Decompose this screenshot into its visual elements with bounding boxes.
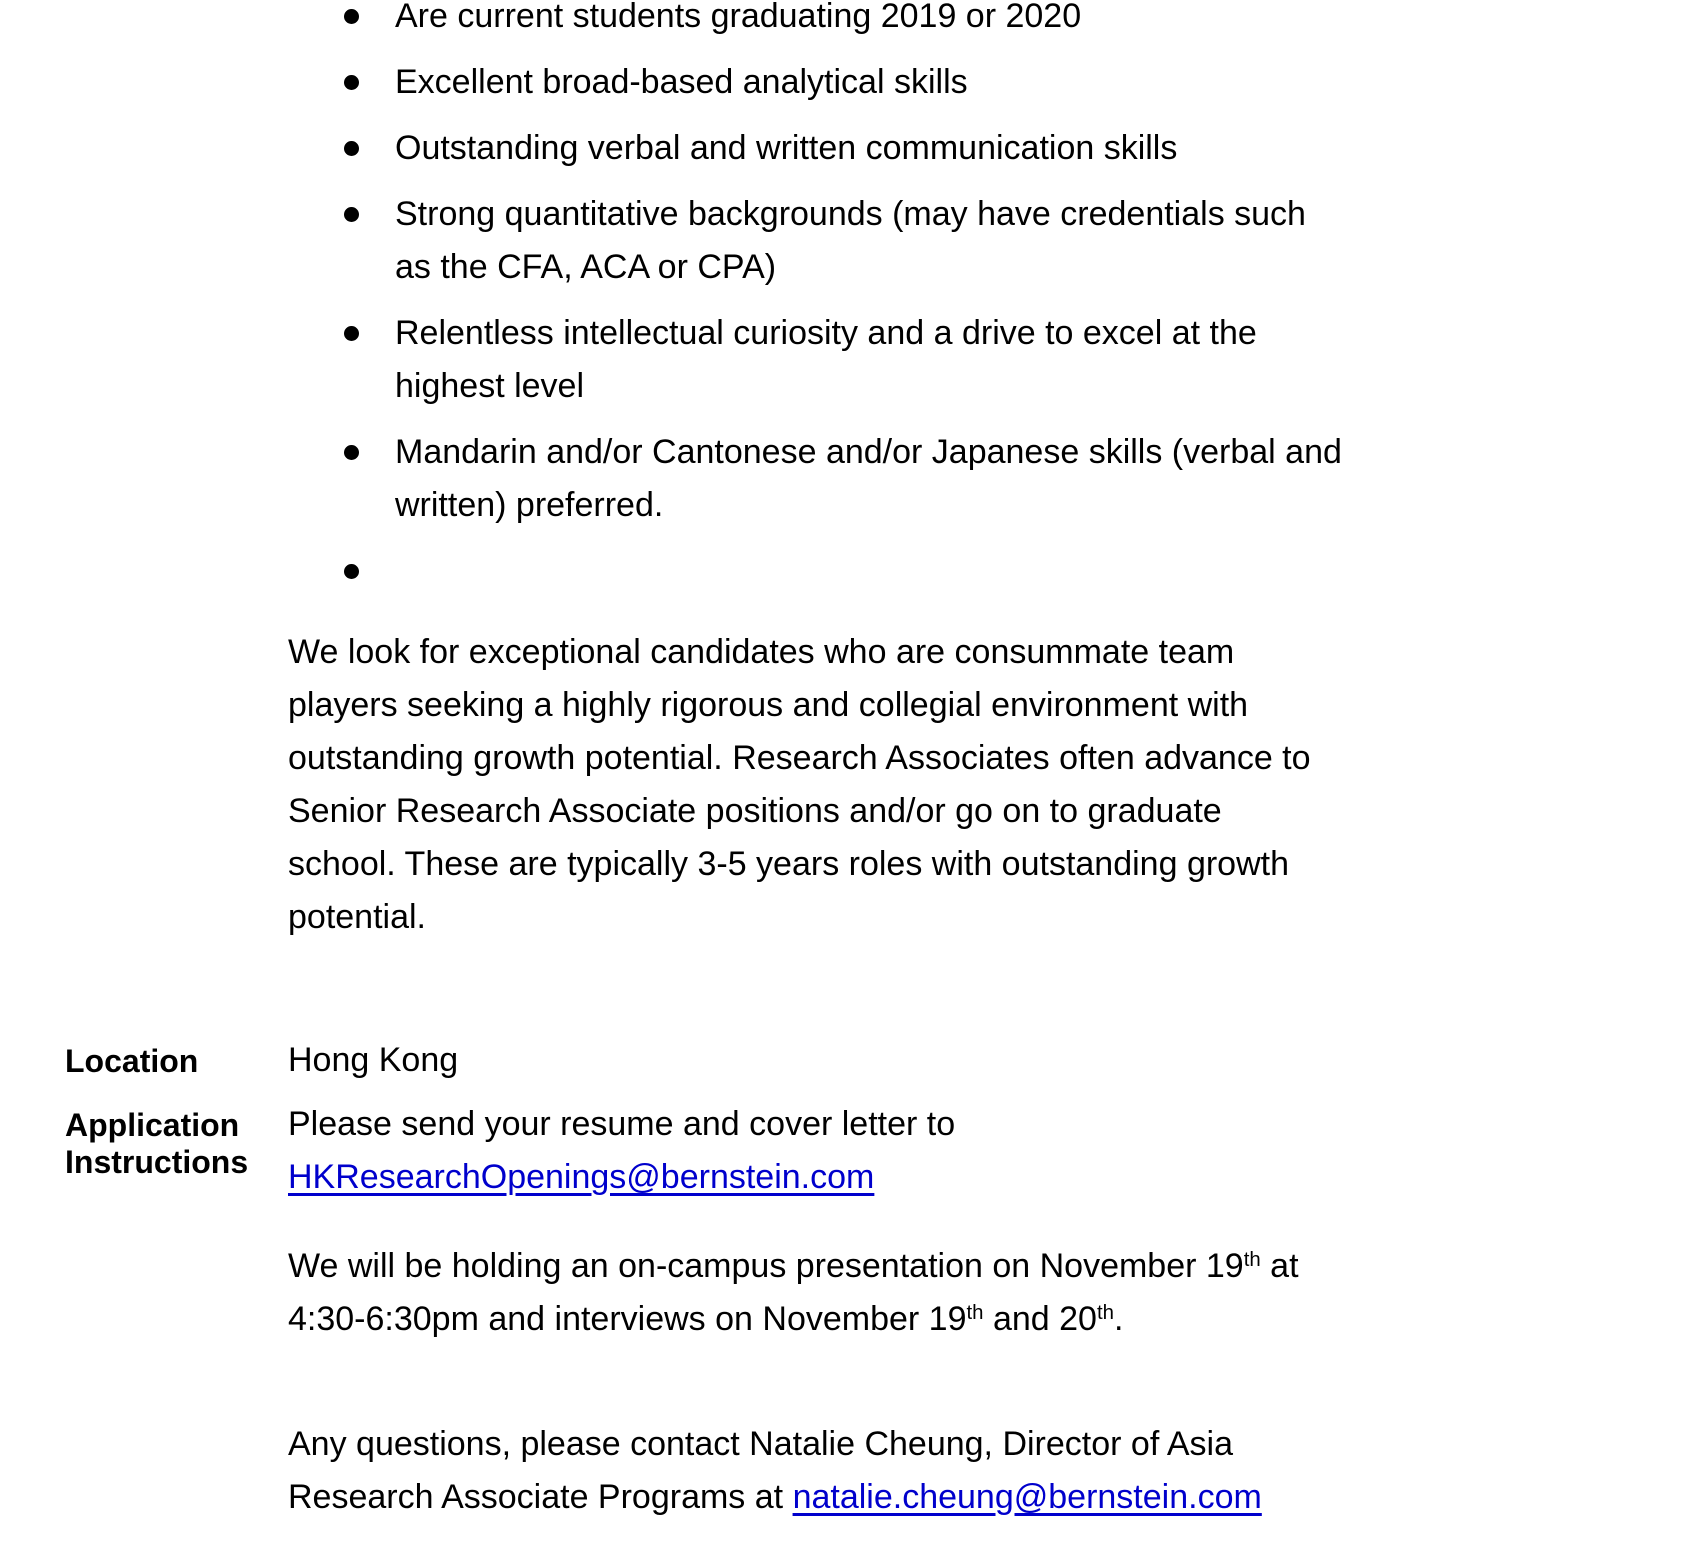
- application-instructions-content: [288, 1098, 1299, 1524]
- bullet-icon: [344, 9, 359, 24]
- bullet-icon: [344, 75, 359, 90]
- paragraph-line: Senior Research Associate positions and/or go on to graduate: [288, 792, 1222, 830]
- list-item-text: Strong quantitative backgrounds (may have credentials such: [395, 195, 1306, 233]
- list-item: [344, 426, 1342, 532]
- bullet-icon: [344, 564, 359, 579]
- location-value: Hong Kong: [288, 1041, 459, 1079]
- list-item: [344, 188, 1342, 294]
- application-instructions-label: Application Instructions: [65, 1107, 249, 1180]
- presentation-paragraph: [288, 1240, 1299, 1346]
- list-item-text: Mandarin and/or Cantonese and/or Japanese skills (verbal and: [395, 433, 1342, 471]
- contact-paragraph: [288, 1418, 1299, 1524]
- list-item: [344, 307, 1342, 413]
- qualifications-list: [344, 0, 1342, 611]
- bullet-icon: [344, 141, 359, 156]
- list-item: [344, 122, 1342, 175]
- location-label: Location: [65, 1043, 199, 1079]
- hk-research-openings-email-link[interactable]: HKResearchOpenings@bernstein.com: [288, 1158, 875, 1196]
- list-item: [344, 0, 1342, 43]
- bullet-icon: [344, 445, 359, 460]
- list-item-text: Excellent broad-based analytical skills: [395, 63, 968, 101]
- intro-paragraph: [288, 626, 1311, 944]
- contact-line-2: Research Associate Programs at natalie.cheung@bernstein.com: [288, 1478, 1262, 1516]
- application-instructions-row: [65, 1098, 1299, 1524]
- contact-line-1: Any questions, please contact Natalie Cheung, Director of Asia: [288, 1425, 1233, 1463]
- superscript-ordinal: th: [966, 1301, 984, 1324]
- paragraph-line: players seeking a highly rigorous and collegial environment with: [288, 686, 1249, 724]
- paragraph-line: school. These are typically 3-5 years roles with outstanding growth: [288, 845, 1289, 883]
- list-item-text: written) preferred.: [395, 486, 664, 524]
- bullet-icon: [344, 207, 359, 222]
- list-item-text: highest level: [395, 367, 585, 405]
- superscript-ordinal: th: [1096, 1301, 1114, 1324]
- natalie-cheung-email-link[interactable]: natalie.cheung@bernstein.com: [792, 1478, 1262, 1516]
- list-item: [344, 56, 1342, 109]
- send-resume-line: Please send your resume and cover letter to: [288, 1105, 956, 1143]
- bullet-icon: [344, 326, 359, 341]
- paragraph-line: outstanding growth potential. Research Associates often advance to: [288, 739, 1311, 777]
- superscript-ordinal: th: [1243, 1248, 1261, 1271]
- paragraph-line: potential.: [288, 898, 426, 936]
- presentation-line-2: 4:30-6:30pm and interviews on November 19th and 20th.: [288, 1300, 1124, 1338]
- location-row: [65, 1034, 458, 1087]
- list-item-text: Outstanding verbal and written communication skills: [395, 129, 1178, 167]
- list-item-text: Are current students graduating 2019 or 2020: [395, 0, 1082, 35]
- list-item-text: Relentless intellectual curiosity and a drive to excel at the: [395, 314, 1257, 352]
- list-item-text: as the CFA, ACA or CPA): [395, 248, 777, 286]
- list-item-empty: [344, 545, 1342, 598]
- presentation-line-1: We will be holding an on-campus presentation on November 19th at: [288, 1247, 1299, 1285]
- paragraph-line: We look for exceptional candidates who are consummate team: [288, 633, 1235, 671]
